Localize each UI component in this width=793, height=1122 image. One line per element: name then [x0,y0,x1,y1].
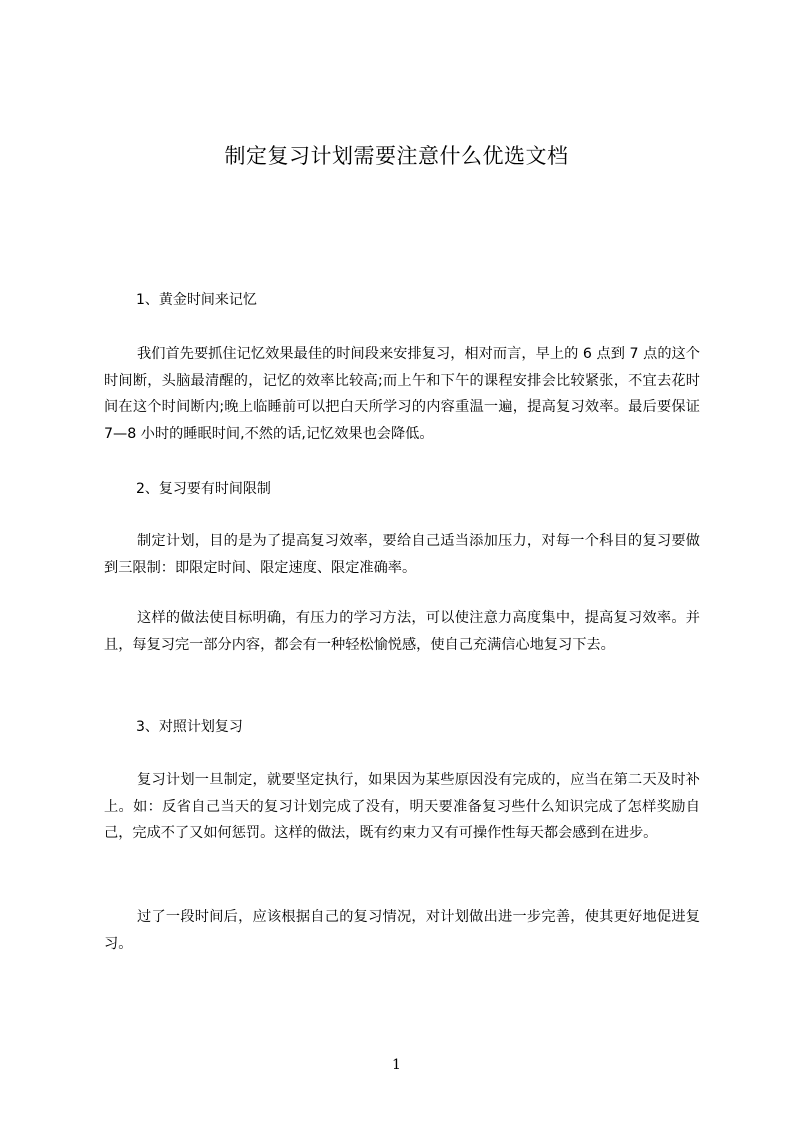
section-1-paragraph-1: 我们首先要抓住记忆效果最佳的时间段来安排复习，相对而言，早上的 6 点到 7 点的这个时间断，头脑最清醒的，记忆的效率比较高;而上午和下午的课程安排会比较紧张，不宜去花时间在这个时间断内;晚上临睡前可以把白天所学习的内容重温一遍，提高复习效率。最后要保证 7—8 小时的睡眠时间,不然的话,记忆效果也会降低。 [104,346,700,442]
section-heading-2: 2、复习要有时间限制 [136,481,271,497]
document-title: 制定复习计划需要注意什么优选文档 [224,144,569,168]
section-heading-3: 3、对照计划复习 [136,719,243,735]
page-number: 1 [392,1057,401,1073]
section-heading-1: 1、黄金时间来记忆 [136,292,257,308]
section-3-paragraph-1: 复习计划一旦制定，就要坚定执行，如果因为某些原因没有完成的，应当在第二天及时补上。如：反省自己当天的复习计划完成了没有，明天要准备复习些什么知识完成了怎样奖励自己，完成不了又如何惩罚。这样的做法，既有约束力又有可操作性每天都会感到在进步。 [104,772,700,841]
section-3-paragraph-2: 过了一段时间后，应该根据自己的复习情况，对计划做出进一步完善，使其更好地促进复习。 [104,909,700,952]
section-2-paragraph-2: 这样的做法使目标明确，有压力的学习方法，可以使注意力高度集中，提高复习效率。并且，每复习完一部分内容，都会有一种轻松愉悦感，使自己充满信心地复习下去。 [104,610,700,653]
section-2-paragraph-1: 制定计划，目的是为了提高复习效率，要给自己适当添加压力，对每一个科目的复习要做到三限制：即限定时间、限定速度、限定准确率。 [104,533,700,576]
